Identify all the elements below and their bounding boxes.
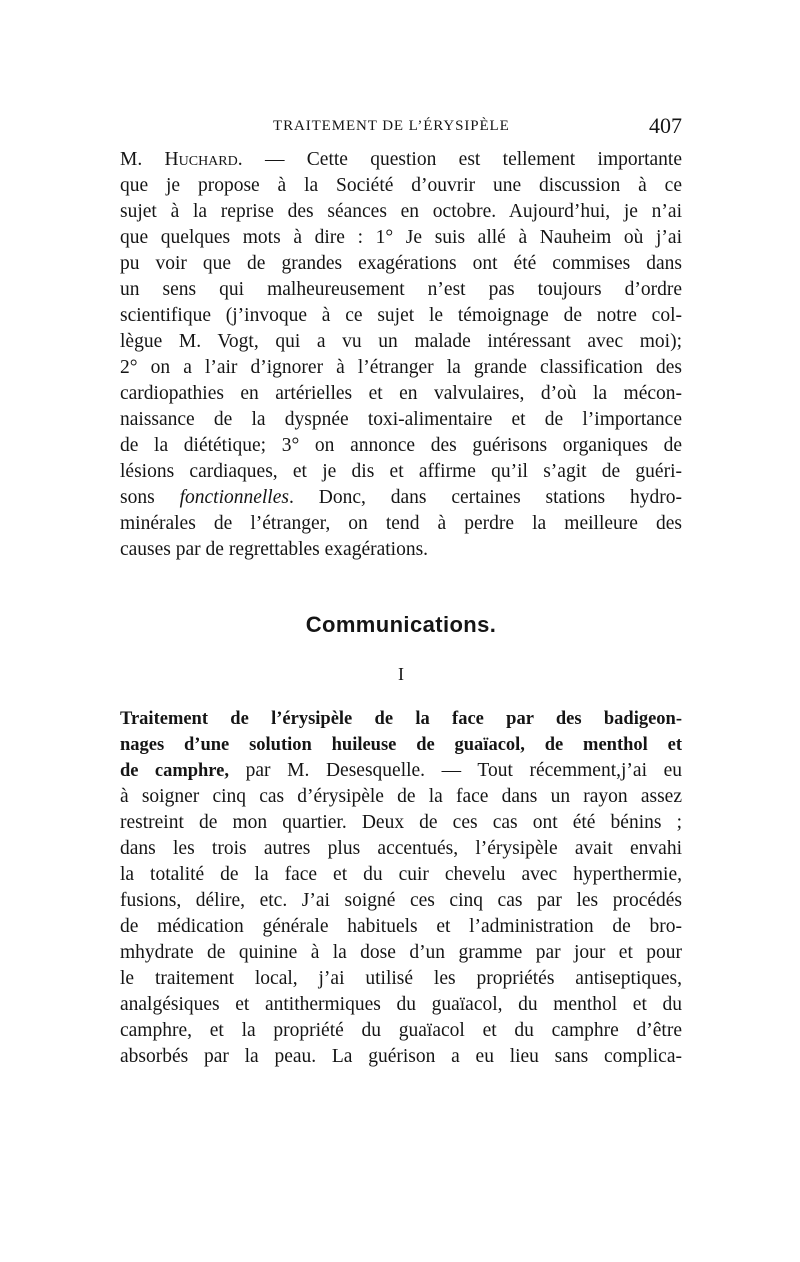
- text-line: fusions, délire, etc. J’ai soigné ces cinq cas par les procédés: [120, 890, 682, 911]
- text-line: que quelques mots à dire : 1° Je suis allé à Nauheim où j’ai: [120, 227, 682, 248]
- text-line: restreint de mon quartier. Deux de ces cas ont été bénins ;: [120, 812, 682, 833]
- text-line: pu voir que de grandes exagérations ont été commises dans: [120, 253, 682, 274]
- speaker-name: M. Huchard.: [120, 149, 243, 170]
- paragraph-desesquelle: [120, 706, 682, 1070]
- text-line: [120, 758, 682, 784]
- article-title-end: de camphre,: [120, 761, 230, 781]
- text-line: lésions cardiaques, et je dis et affirme qu’il s’agit de guéri-: [120, 461, 682, 482]
- text-line: la totalité de la face et du cuir chevelu avec hyperthermie,: [120, 864, 682, 885]
- text-line: de médication générale habituels et l’administration de bro-: [120, 916, 682, 937]
- section-numeral: I: [398, 664, 404, 684]
- text-line: [120, 485, 682, 511]
- text-line: mhydrate de quinine à la dose d’un gramme par jour et pour: [120, 942, 682, 963]
- text-fragment: sons: [120, 487, 180, 508]
- text-line: que je propose à la Société d’ouvrir une discussion à ce: [120, 175, 682, 196]
- text-line: à soigner cinq cas d’érysipèle de la face dans un rayon assez: [120, 786, 682, 807]
- italic-term: fonctionnelles: [179, 487, 289, 508]
- text-line: camphre, et la propriété du guaïacol et du camphre d’être: [120, 1020, 682, 1041]
- article-title-line: Traitement de l’érysipèle de la face par des badigeon-: [120, 709, 682, 729]
- text-line-content: — Cette question est tellement importante: [242, 149, 683, 170]
- running-title: TRAITEMENT DE L’ÉRYSIPÈLE: [273, 118, 510, 134]
- text-line: un sens qui malheureusement n’est pas toujours d’ordre: [120, 279, 682, 300]
- text-line: [120, 147, 682, 173]
- text-line: naissance de la dyspnée toxi-alimentaire et de l’importance: [120, 409, 682, 430]
- text-line: 2° on a l’air d’ignorer à l’étranger la grande classification des: [120, 357, 682, 378]
- section-title: Communications.: [305, 612, 497, 637]
- text-line: scientifique (j’invoque à ce sujet le témoignage de notre col-: [120, 305, 682, 326]
- text-fragment: . Donc, dans certaines stations hydro-: [288, 487, 683, 508]
- article-title-line: nages d’une solution huileuse de guaïacol, de menthol et: [120, 735, 682, 755]
- page-number: 407: [649, 113, 682, 138]
- text-line: absorbés par la peau. La guérison a eu lieu sans complica-: [120, 1046, 682, 1067]
- text-line: le traitement local, j’ai utilisé les propriétés antiseptiques,: [120, 968, 682, 989]
- paragraph-huchard: [120, 147, 682, 563]
- text-line: cardiopathies en artérielles et en valvulaires, d’où la mécon-: [120, 383, 682, 404]
- text-line: causes par de regrettables exagérations.: [120, 539, 429, 560]
- text-line: sujet à la reprise des séances en octobre. Aujourd’hui, je n’ai: [120, 201, 682, 222]
- text-line: lègue M. Vogt, qui a vu un malade intéressant avec moi);: [120, 331, 682, 352]
- text-line-content: par M. Desesquelle. — Tout récemment,j’ai eu: [229, 760, 682, 781]
- text-line: minérales de l’étranger, on tend à perdre la meilleure des: [120, 513, 682, 534]
- text-line: de la diététique; 3° on annonce des guérisons organiques de: [120, 435, 682, 456]
- running-head: [120, 114, 682, 140]
- text-line: dans les trois autres plus accentués, l’érysipèle avait envahi: [120, 838, 682, 859]
- text-line: analgésiques et antithermiques du guaïacol, du menthol et du: [120, 994, 682, 1015]
